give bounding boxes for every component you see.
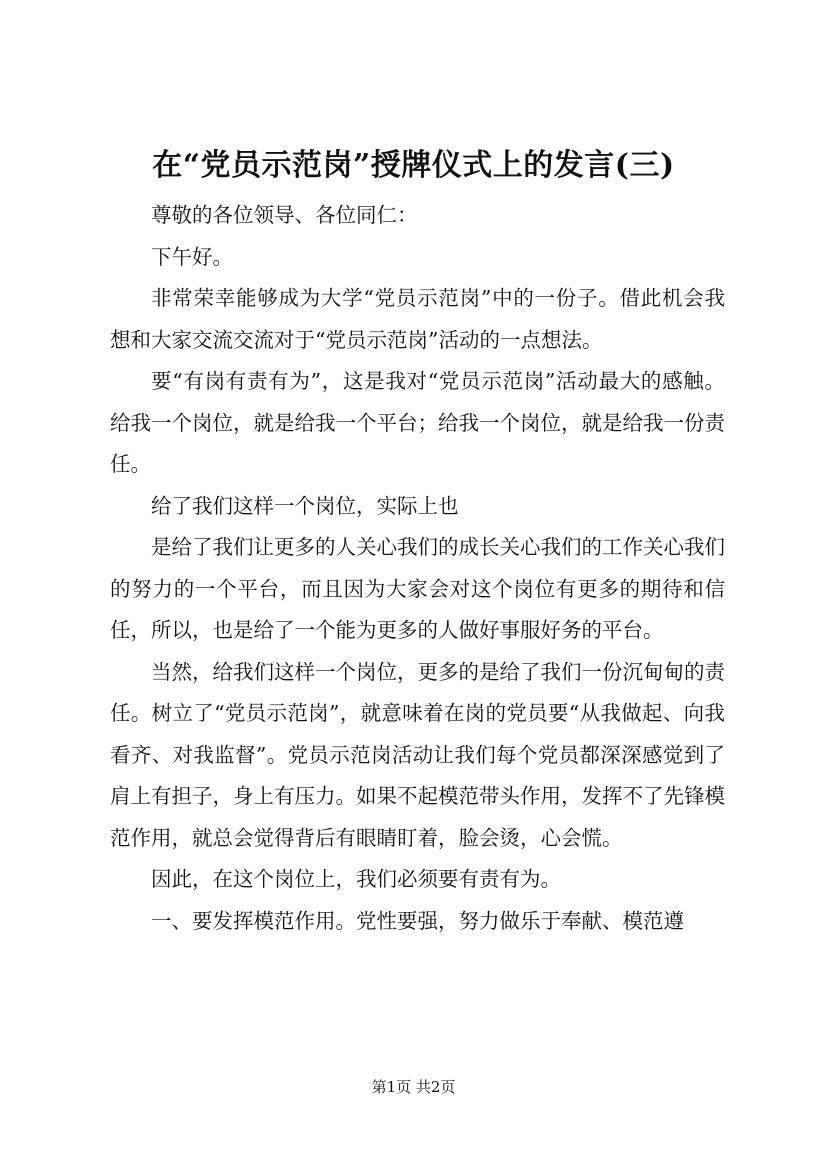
paragraph-given-position: 给了我们这样一个岗位，实际上也 [151, 493, 459, 518]
paragraph-platform: 是给了我们让更多的人关心我们的成长关心我们的工作关心我们的努力的一个平台，而且因为大家会对这个岗位有更多的期待和信任，所以，也是给了一个能为更多的人做好事服好务的平台。 [110, 535, 725, 642]
document-title: 在“党员示范岗”授牌仪式上的发言(三) [152, 148, 675, 183]
paragraph-responsibility: 当然，给我们这样一个岗位，更多的是给了我们一份沉甸甸的责任。树立了“党员示范岗”，就意味着在岗的党员要“从我做起、向我看齐、对我监督”。党员示范岗活动让我们每个党员都深深感觉到了肩上有担子，身上有压力。如果不起模范带头作用，发挥不了先锋模范作用，就总会觉得背后有眼睛盯着，脸会烫，心会慌。 [110, 659, 725, 850]
paragraph-therefore: 因此，在这个岗位上，我们必须要有责有为。 [151, 867, 561, 891]
paragraph-feeling: 要“有岗有责有为”，这是我对“党员示范岗”活动最大的感触。给我一个岗位，就是给我一个平台；给我一个岗位，就是给我一份责任。 [110, 369, 725, 476]
paragraph-greeting: 下午好。 [151, 244, 233, 269]
document-body [110, 195, 725, 942]
paragraph-point-one: 一、要发挥模范作用。党性要强，努力做乐于奉献、模范遵 [151, 908, 684, 933]
page-number-footer: 第1页 共2页 [371, 1078, 456, 1096]
paragraph-salutation: 尊敬的各位领导、各位同仁： [151, 203, 418, 227]
paragraph-intro: 非常荣幸能够成为大学“党员示范岗”中的一份子。借此机会我想和大家交流交流对于“党员示范岗”活动的一点想法。 [110, 286, 725, 352]
